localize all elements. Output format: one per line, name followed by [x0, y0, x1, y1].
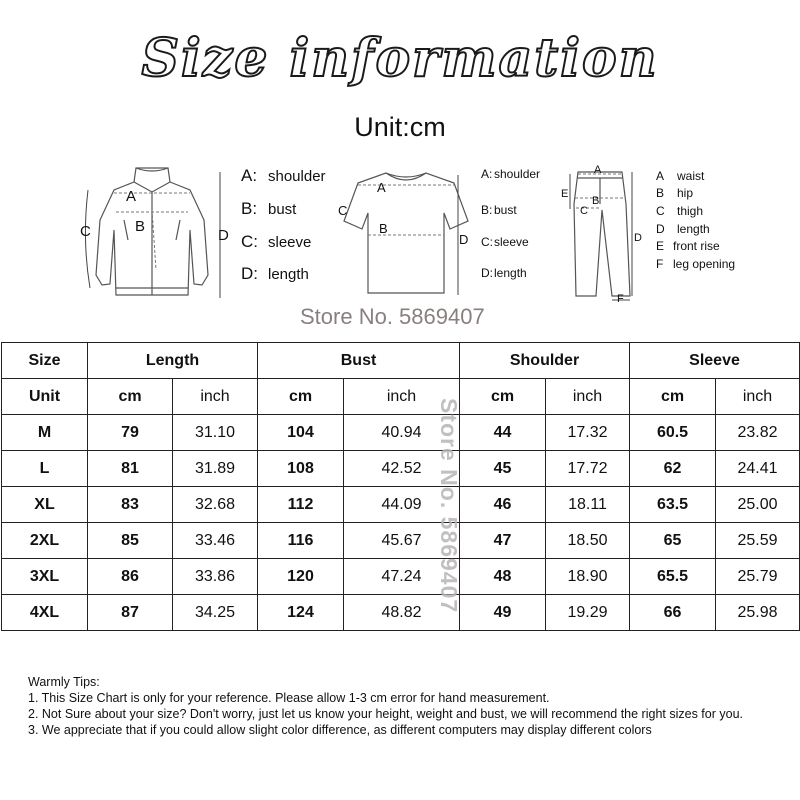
- jacket-legend-key-d: D:: [241, 264, 258, 283]
- table-cell: 87: [88, 595, 173, 631]
- table-cell: 46: [460, 487, 546, 523]
- pants-legend-key-d: D: [656, 222, 665, 236]
- table-unit-row: [2, 379, 800, 415]
- table-cell: 62: [630, 451, 716, 487]
- table-cell: 24.41: [716, 451, 800, 487]
- pants-legend-key-c: C: [656, 204, 665, 218]
- table-cell: 48.82: [344, 595, 460, 631]
- table-cell: 31.89: [173, 451, 258, 487]
- table-cell: 19.29: [546, 595, 630, 631]
- table-cell: 3XL: [2, 559, 88, 595]
- jacket-legend-text-c: sleeve: [268, 234, 312, 251]
- table-cell: 124: [258, 595, 344, 631]
- pants-label-b: B: [592, 195, 600, 207]
- pants-legend-text-e: front rise: [673, 239, 720, 253]
- tshirt-legend-key-b: B:: [481, 203, 493, 217]
- table-row: [2, 559, 800, 595]
- tip-line: 3. We appreciate that if you could allow slight color difference, as different computers may display different colors: [28, 723, 652, 737]
- pants-legend-key-a: A: [656, 169, 665, 183]
- unit-cell: inch: [173, 379, 258, 415]
- jacket-legend-key-b: B:: [241, 199, 258, 218]
- table-cell: 47: [460, 523, 546, 559]
- table-cell: 85: [88, 523, 173, 559]
- table-cell: 65.5: [630, 559, 716, 595]
- table-cell: 45: [460, 451, 546, 487]
- table-cell: 49: [460, 595, 546, 631]
- tshirt-label-d: D: [459, 232, 469, 247]
- tshirt-legend-key-c: C:: [481, 235, 493, 249]
- table-cell: 33.46: [173, 523, 258, 559]
- header-length: Length: [88, 343, 258, 379]
- table-cell: 40.94: [344, 415, 460, 451]
- unit-cell: inch: [546, 379, 630, 415]
- table-cell: 25.79: [716, 559, 800, 595]
- tips-heading: Warmly Tips:: [28, 675, 100, 689]
- jacket-label-d: D: [218, 227, 229, 244]
- table-row: [2, 595, 800, 631]
- table-cell: 79: [88, 415, 173, 451]
- pants-label-c: C: [580, 205, 588, 217]
- header-sleeve: Sleeve: [630, 343, 800, 379]
- table-cell: 17.32: [546, 415, 630, 451]
- table-cell: L: [2, 451, 88, 487]
- table-cell: 83: [88, 487, 173, 523]
- pants-label-a: A: [594, 164, 602, 176]
- table-row: [2, 487, 800, 523]
- table-cell: XL: [2, 487, 88, 523]
- tshirt-label-c: C: [338, 203, 348, 218]
- table-cell: 63.5: [630, 487, 716, 523]
- table-header-row: [2, 343, 800, 379]
- table-row: [2, 415, 800, 451]
- table-cell: 48: [460, 559, 546, 595]
- table-cell: 47.24: [344, 559, 460, 595]
- unit-label: Unit:cm: [354, 112, 446, 142]
- tips-section: [28, 674, 743, 738]
- table-cell: 25.59: [716, 523, 800, 559]
- tshirt-label-a: A: [377, 180, 386, 195]
- table-row: [2, 451, 800, 487]
- table-cell: 31.10: [173, 415, 258, 451]
- jacket-legend-text-d: length: [268, 266, 309, 283]
- tshirt-legend-key-d: D:: [481, 266, 493, 280]
- header-size: Size: [2, 343, 88, 379]
- table-cell: 42.52: [344, 451, 460, 487]
- pants-legend-key-b: B: [656, 186, 665, 200]
- pants-legend-text-b: hip: [677, 186, 694, 200]
- tshirt-legend-text-a: shoulder: [494, 167, 541, 181]
- pants-legend-text-d: length: [677, 222, 710, 236]
- table-cell: 108: [258, 451, 344, 487]
- table-cell: 25.00: [716, 487, 800, 523]
- table-cell: 112: [258, 487, 344, 523]
- tshirt-label-b: B: [379, 221, 388, 236]
- table-cell: 32.68: [173, 487, 258, 523]
- tip-line: 2. Not Sure about your size? Don't worry, just let us know your height, weight and bust, we will recommend the right sizes for you.: [28, 707, 743, 721]
- table-cell: 44.09: [344, 487, 460, 523]
- table-cell: 120: [258, 559, 344, 595]
- table-cell: 104: [258, 415, 344, 451]
- unit-cell: Unit: [2, 379, 88, 415]
- table-cell: 2XL: [2, 523, 88, 559]
- table-cell: 23.82: [716, 415, 800, 451]
- jacket-legend-key-a: A:: [241, 166, 258, 185]
- tshirt-legend-text-d: length: [494, 266, 527, 280]
- jacket-legend-text-a: shoulder: [268, 168, 326, 185]
- page-title: Size information: [141, 28, 659, 89]
- jacket-label-c: C: [80, 223, 91, 240]
- table-cell: 45.67: [344, 523, 460, 559]
- store-watermark: Store No. 5869407: [436, 398, 462, 614]
- table-cell: 25.98: [716, 595, 800, 631]
- table-cell: 44: [460, 415, 546, 451]
- tshirt-legend-text-b: bust: [494, 203, 517, 217]
- pants-legend-key-e: E: [656, 239, 665, 253]
- jacket-label-a: A: [126, 188, 137, 205]
- table-cell: 4XL: [2, 595, 88, 631]
- pants-label-f: F: [617, 293, 624, 305]
- tip-line: 1. This Size Chart is only for your reference. Please allow 1-3 cm error for hand measurement.: [28, 691, 550, 705]
- tshirt-diagram: [340, 165, 470, 300]
- tshirt-legend-key-a: A:: [481, 167, 493, 181]
- unit-cell: cm: [630, 379, 716, 415]
- store-label: Store No. 5869407: [300, 304, 485, 329]
- jacket-legend-text-b: bust: [268, 201, 297, 218]
- unit-cell: inch: [716, 379, 800, 415]
- pants-legend-text-a: waist: [677, 169, 705, 183]
- pants-legend-text-c: thigh: [677, 204, 704, 218]
- table-cell: 60.5: [630, 415, 716, 451]
- header-bust: Bust: [258, 343, 460, 379]
- pants-legend-text-f: leg opening: [673, 257, 736, 271]
- table-row: [2, 523, 800, 559]
- table-cell: 81: [88, 451, 173, 487]
- unit-cell: cm: [460, 379, 546, 415]
- table-cell: 86: [88, 559, 173, 595]
- table-cell: 18.11: [546, 487, 630, 523]
- table-cell: 17.72: [546, 451, 630, 487]
- unit-cell: inch: [344, 379, 460, 415]
- table-cell: 65: [630, 523, 716, 559]
- jacket-diagram: [76, 160, 236, 305]
- jacket-label-b: B: [135, 218, 146, 235]
- table-cell: 18.50: [546, 523, 630, 559]
- size-table: [1, 342, 800, 631]
- pants-label-d: D: [634, 232, 642, 244]
- table-cell: M: [2, 415, 88, 451]
- pants-legend-key-f: F: [656, 257, 664, 271]
- table-cell: 116: [258, 523, 344, 559]
- table-cell: 18.90: [546, 559, 630, 595]
- unit-cell: cm: [88, 379, 173, 415]
- tshirt-legend-text-c: sleeve: [494, 235, 529, 249]
- table-cell: 66: [630, 595, 716, 631]
- pants-label-e: E: [561, 188, 569, 200]
- unit-cell: cm: [258, 379, 344, 415]
- jacket-legend-key-c: C:: [241, 232, 258, 251]
- table-cell: 33.86: [173, 559, 258, 595]
- table-cell: 34.25: [173, 595, 258, 631]
- header-shoulder: Shoulder: [460, 343, 630, 379]
